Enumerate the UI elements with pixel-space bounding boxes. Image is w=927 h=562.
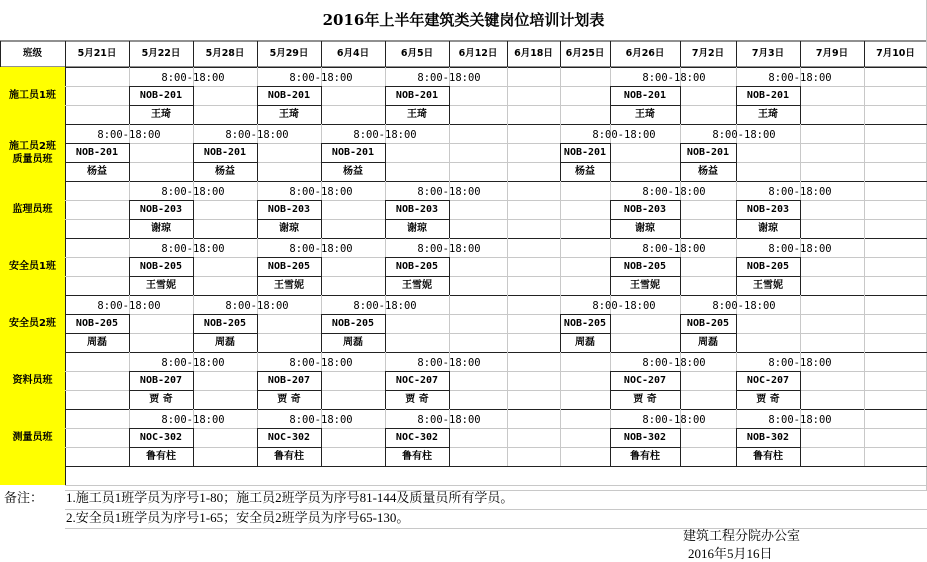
session-teacher: 王琦 bbox=[151, 108, 171, 120]
session-time: 8:00-18:00 bbox=[768, 185, 832, 198]
session-room: NOC-302 bbox=[139, 431, 183, 443]
session-room: NOB-201 bbox=[331, 146, 375, 158]
class-label-empty bbox=[0, 466, 65, 485]
class-label-text: 安全员1班 bbox=[9, 261, 56, 272]
session-teacher: 周磊 bbox=[87, 336, 107, 348]
session-time: 8:00-18:00 bbox=[161, 356, 225, 369]
session-time: 8:00-18:00 bbox=[97, 128, 161, 141]
session-time: 8:00-18:00 bbox=[289, 242, 353, 255]
session-room: NOB-205 bbox=[686, 317, 730, 329]
header-date: 6月12日 bbox=[458, 48, 498, 60]
session-teacher: 周磊 bbox=[215, 336, 235, 348]
session-teacher: 王雪妮 bbox=[630, 279, 660, 291]
session-teacher: 谢琼 bbox=[758, 222, 778, 234]
session-time: 8:00-18:00 bbox=[289, 185, 353, 198]
class-label-text: 测量员班 bbox=[12, 432, 53, 443]
session-room: NOB-205 bbox=[139, 260, 183, 272]
session-time: 8:00-18:00 bbox=[161, 71, 225, 84]
session-teacher: 周磊 bbox=[698, 336, 718, 348]
header-date: 5月28日 bbox=[205, 48, 245, 60]
session-time: 8:00-18:00 bbox=[768, 242, 832, 255]
session-time: 8:00-18:00 bbox=[353, 299, 417, 312]
session-room: NOB-203 bbox=[623, 203, 667, 215]
session-time: 8:00-18:00 bbox=[768, 356, 832, 369]
session-room: NOB-201 bbox=[686, 146, 730, 158]
session-room: NOB-302 bbox=[746, 431, 790, 443]
session-time: 8:00-18:00 bbox=[642, 185, 706, 198]
session-room: NOB-201 bbox=[623, 89, 667, 101]
session-room: NOB-201 bbox=[203, 146, 247, 158]
class-label-text: 质量员班 bbox=[12, 153, 53, 165]
session-time: 8:00-18:00 bbox=[289, 413, 353, 426]
session-room: NOB-205 bbox=[75, 317, 119, 329]
header-date: 7月9日 bbox=[815, 48, 849, 60]
session-teacher: 贾 奇 bbox=[149, 393, 173, 405]
session-teacher: 周磊 bbox=[575, 336, 595, 348]
sheet-title: 2016年上半年建筑类关键岗位培训计划表 bbox=[322, 11, 605, 29]
class-label-text: 施工员1班 bbox=[9, 90, 56, 101]
class-label-text: 安全员2班 bbox=[9, 318, 56, 329]
header-date: 6月25日 bbox=[565, 48, 605, 60]
session-time: 8:00-18:00 bbox=[642, 356, 706, 369]
session-time: 8:00-18:00 bbox=[225, 128, 289, 141]
session-teacher: 王琦 bbox=[407, 108, 427, 120]
session-room: NOC-302 bbox=[267, 431, 311, 443]
class-label bbox=[0, 67, 65, 124]
session-time: 8:00-18:00 bbox=[353, 128, 417, 141]
header-class-label: 班级 bbox=[22, 48, 42, 60]
session-room: NOB-205 bbox=[331, 317, 375, 329]
session-time: 8:00-18:00 bbox=[161, 242, 225, 255]
session-teacher: 杨益 bbox=[698, 165, 718, 177]
session-teacher: 王雪妮 bbox=[753, 279, 783, 291]
class-label bbox=[0, 409, 65, 466]
header-date: 6月4日 bbox=[336, 48, 370, 60]
session-room: NOB-205 bbox=[395, 260, 439, 272]
session-room: NOB-201 bbox=[746, 89, 790, 101]
session-room: NOB-205 bbox=[623, 260, 667, 272]
session-teacher: 杨益 bbox=[215, 165, 235, 177]
session-room: NOB-201 bbox=[75, 146, 119, 158]
session-time: 8:00-18:00 bbox=[417, 185, 481, 198]
session-room: NOB-201 bbox=[563, 146, 607, 158]
class-label-text: 施工员2班 bbox=[9, 140, 56, 152]
session-teacher: 谢琼 bbox=[407, 222, 427, 234]
session-time: 8:00-18:00 bbox=[289, 71, 353, 84]
header-date: 6月26日 bbox=[625, 48, 665, 60]
session-time: 8:00-18:00 bbox=[642, 242, 706, 255]
session-time: 8:00-18:00 bbox=[712, 128, 776, 141]
session-teacher: 杨益 bbox=[575, 165, 595, 177]
header-date: 5月29日 bbox=[269, 48, 309, 60]
session-room: NOB-205 bbox=[746, 260, 790, 272]
session-teacher: 贾 奇 bbox=[633, 393, 657, 405]
session-teacher: 王琦 bbox=[635, 108, 655, 120]
session-teacher: 谢琼 bbox=[279, 222, 299, 234]
header-date: 7月2日 bbox=[691, 48, 725, 60]
session-teacher: 杨益 bbox=[87, 165, 107, 177]
session-room: NOB-203 bbox=[395, 203, 439, 215]
session-room: NOB-302 bbox=[623, 431, 667, 443]
session-time: 8:00-18:00 bbox=[642, 413, 706, 426]
class-label bbox=[0, 352, 65, 409]
session-room: NOB-205 bbox=[267, 260, 311, 272]
header-date: 6月18日 bbox=[514, 48, 553, 60]
session-time: 8:00-18:00 bbox=[642, 71, 706, 84]
session-time: 8:00-18:00 bbox=[417, 242, 481, 255]
session-room: NOB-205 bbox=[203, 317, 247, 329]
session-teacher: 贾 奇 bbox=[405, 393, 429, 405]
session-time: 8:00-18:00 bbox=[225, 299, 289, 312]
session-time: 8:00-18:00 bbox=[768, 71, 832, 84]
class-label bbox=[0, 181, 65, 238]
session-room: NOB-201 bbox=[267, 89, 311, 101]
session-teacher: 王琦 bbox=[758, 108, 778, 120]
session-room: NOC-207 bbox=[395, 374, 439, 386]
class-label-text: 监理员班 bbox=[12, 204, 53, 215]
header-date: 6月5日 bbox=[400, 48, 434, 60]
session-room: NOC-207 bbox=[623, 374, 667, 386]
session-time: 8:00-18:00 bbox=[97, 299, 161, 312]
session-teacher: 鲁有柱 bbox=[753, 450, 783, 462]
session-time: 8:00-18:00 bbox=[417, 71, 481, 84]
header-date: 5月22日 bbox=[141, 48, 181, 60]
session-room: NOB-207 bbox=[267, 374, 311, 386]
session-time: 8:00-18:00 bbox=[417, 356, 481, 369]
notes-line-1: 1.施工员1班学员为序号1-80；施工员2班学员为序号81-144及质量员所有学员。 bbox=[66, 490, 514, 505]
session-teacher: 鲁有柱 bbox=[630, 450, 660, 462]
class-label bbox=[0, 238, 65, 295]
class-label-text: 资料员班 bbox=[12, 375, 53, 386]
notes-label: 备注： bbox=[4, 490, 44, 505]
session-teacher: 贾 奇 bbox=[277, 393, 301, 405]
session-teacher: 谢琼 bbox=[151, 222, 171, 234]
session-teacher: 王雪妮 bbox=[146, 279, 176, 291]
session-room: NOB-205 bbox=[563, 317, 607, 329]
session-time: 8:00-18:00 bbox=[712, 299, 776, 312]
footer-office: 建筑工程分院办公室 bbox=[683, 528, 801, 543]
session-time: 8:00-18:00 bbox=[161, 413, 225, 426]
session-room: NOC-207 bbox=[746, 374, 790, 386]
session-teacher: 王琦 bbox=[279, 108, 299, 120]
session-room: NOB-201 bbox=[395, 89, 439, 101]
session-teacher: 杨益 bbox=[343, 165, 363, 177]
session-room: NOB-203 bbox=[139, 203, 183, 215]
session-teacher: 王雪妮 bbox=[274, 279, 304, 291]
session-teacher: 贾 奇 bbox=[756, 393, 780, 405]
notes-line-2: 2.安全员1班学员为序号1-65；安全员2班学员为序号65-130。 bbox=[66, 510, 410, 525]
session-room: NOB-201 bbox=[139, 89, 183, 101]
session-teacher: 王雪妮 bbox=[402, 279, 432, 291]
session-teacher: 鲁有柱 bbox=[274, 450, 304, 462]
footer-date: 2016年5月16日 bbox=[688, 546, 773, 561]
session-room: NOB-203 bbox=[746, 203, 790, 215]
session-teacher: 周磊 bbox=[343, 336, 363, 348]
session-teacher: 鲁有柱 bbox=[402, 450, 432, 462]
session-time: 8:00-18:00 bbox=[768, 413, 832, 426]
header-date: 7月3日 bbox=[751, 48, 785, 60]
session-time: 8:00-18:00 bbox=[592, 128, 656, 141]
session-time: 8:00-18:00 bbox=[161, 185, 225, 198]
session-room: NOB-207 bbox=[139, 374, 183, 386]
session-teacher: 谢琼 bbox=[635, 222, 655, 234]
header-date: 7月10日 bbox=[876, 48, 915, 60]
header-date: 5月21日 bbox=[77, 48, 117, 60]
session-time: 8:00-18:00 bbox=[417, 413, 481, 426]
session-time: 8:00-18:00 bbox=[592, 299, 656, 312]
session-room: NOC-302 bbox=[395, 431, 439, 443]
session-time: 8:00-18:00 bbox=[289, 356, 353, 369]
session-teacher: 鲁有柱 bbox=[146, 450, 176, 462]
session-room: NOB-203 bbox=[267, 203, 311, 215]
